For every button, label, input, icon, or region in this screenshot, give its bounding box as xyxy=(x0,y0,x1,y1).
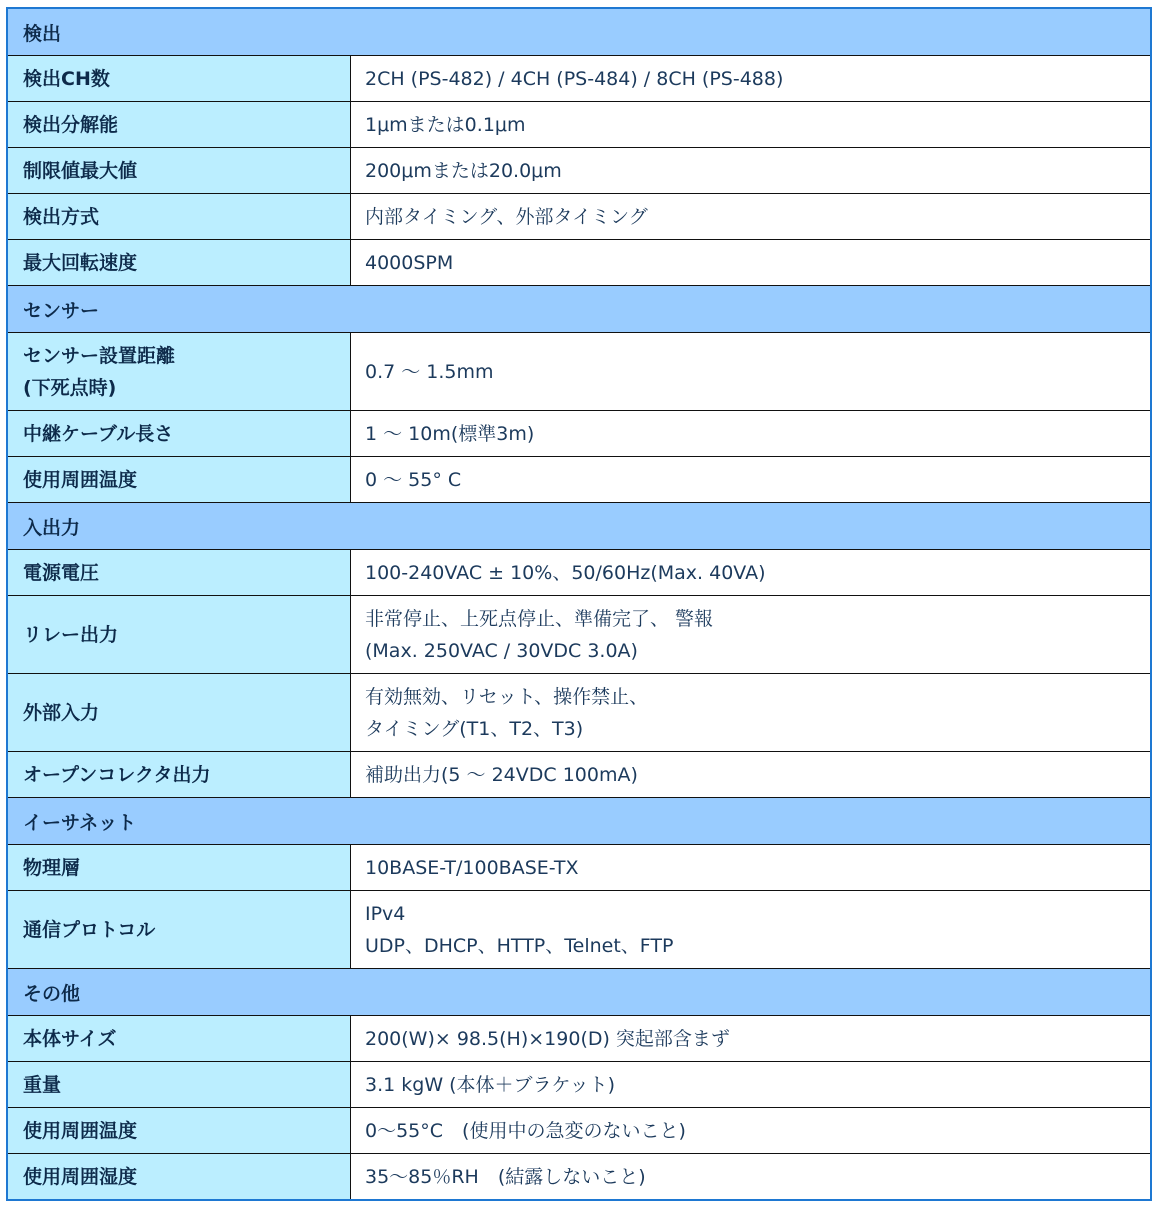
row-value xyxy=(351,550,1150,595)
row-label xyxy=(8,550,351,595)
row-value xyxy=(351,752,1150,797)
row-value xyxy=(351,674,1150,751)
row-value xyxy=(351,845,1150,890)
row-label xyxy=(8,1016,351,1061)
value-text: 1 〜 10m(標準3m) xyxy=(365,422,535,445)
value-text: 内部タイミング、外部タイミング xyxy=(365,205,648,228)
row-label xyxy=(8,240,351,285)
value-text: 0〜55°C (使用中の急変のないこと) xyxy=(365,1119,686,1142)
table-row xyxy=(8,55,1150,101)
row-value xyxy=(351,891,1150,968)
table-row xyxy=(8,456,1150,502)
section-header-io xyxy=(8,502,1150,549)
table-row xyxy=(8,147,1150,193)
label-text: オープンコレクタ出力 xyxy=(23,763,211,786)
value-text: 2CH (PS-482) / 4CH (PS-484) / 8CH (PS-488) xyxy=(365,67,784,90)
table-row xyxy=(8,1107,1150,1153)
table-row xyxy=(8,844,1150,890)
value-text: IPv4 xyxy=(365,902,406,925)
row-label xyxy=(8,56,351,101)
row-value xyxy=(351,102,1150,147)
label-text: リレー出力 xyxy=(23,623,119,646)
value-text: (Max. 250VAC / 30VDC 3.0A) xyxy=(365,639,638,662)
value-text: タイミング(T1、T2、T3) xyxy=(365,717,584,740)
section-title: その他 xyxy=(8,969,1150,1015)
value-text: 1μmまたは0.1μm xyxy=(365,113,526,136)
table-row xyxy=(8,595,1150,673)
value-text: UDP、DHCP、HTTP、Telnet、FTP xyxy=(365,934,674,957)
label-text: センサー設置距離 xyxy=(23,344,176,367)
section-header-detection xyxy=(8,9,1150,55)
row-value xyxy=(351,194,1150,239)
value-text: 0.7 〜 1.5mm xyxy=(365,360,494,383)
value-text: 4000SPM xyxy=(365,251,454,274)
section-header-other xyxy=(8,968,1150,1015)
section-title: 検出 xyxy=(8,9,1150,55)
row-label xyxy=(8,1108,351,1153)
row-value xyxy=(351,240,1150,285)
row-label xyxy=(8,102,351,147)
table-row xyxy=(8,239,1150,285)
spec-table xyxy=(6,7,1152,1201)
row-value xyxy=(351,1108,1150,1153)
section-title: センサー xyxy=(8,286,1150,332)
label-text: (下死点時) xyxy=(23,376,117,399)
row-label xyxy=(8,411,351,456)
value-text: 100-240VAC ± 10%、50/60Hz(Max. 40VA) xyxy=(365,561,766,584)
value-text: 10BASE-T/100BASE-TX xyxy=(365,856,579,879)
section-title: 入出力 xyxy=(8,503,1150,549)
row-label xyxy=(8,596,351,673)
table-row xyxy=(8,332,1150,410)
label-text: 検出CH数 xyxy=(23,67,110,90)
row-label xyxy=(8,845,351,890)
row-value xyxy=(351,411,1150,456)
table-row xyxy=(8,890,1150,968)
label-text: 本体サイズ xyxy=(23,1027,117,1050)
row-value xyxy=(351,56,1150,101)
section-header-sensor xyxy=(8,285,1150,332)
label-text: 電源電圧 xyxy=(23,561,100,584)
row-value xyxy=(351,1062,1150,1107)
table-row xyxy=(8,101,1150,147)
table-row xyxy=(8,410,1150,456)
label-text: 使用周囲温度 xyxy=(23,1119,138,1142)
value-text: 有効無効、リセット、操作禁止、 xyxy=(365,685,649,708)
row-label xyxy=(8,891,351,968)
row-value xyxy=(351,457,1150,502)
label-text: 検出分解能 xyxy=(23,113,119,136)
table-row xyxy=(8,1015,1150,1061)
row-label xyxy=(8,457,351,502)
label-text: 物理層 xyxy=(23,856,81,879)
value-text: 0 〜 55° C xyxy=(365,468,462,491)
table-row xyxy=(8,193,1150,239)
row-value xyxy=(351,148,1150,193)
table-row xyxy=(8,1061,1150,1107)
label-text: 検出方式 xyxy=(23,205,100,228)
section-title: イーサネット xyxy=(8,798,1150,844)
row-label xyxy=(8,1154,351,1199)
value-text: 3.1 kgW (本体＋ブラケット) xyxy=(365,1073,616,1096)
label-text: 制限値最大値 xyxy=(23,159,138,182)
value-text: 35〜85％RH (結露しないこと) xyxy=(365,1165,646,1188)
row-value xyxy=(351,1154,1150,1199)
label-text: 使用周囲温度 xyxy=(23,468,138,491)
row-label xyxy=(8,194,351,239)
value-text: 非常停止、上死点停止、準備完了、 警報 xyxy=(365,607,714,630)
label-text: 外部入力 xyxy=(23,701,100,724)
table-row xyxy=(8,549,1150,595)
row-label xyxy=(8,1062,351,1107)
value-text: 200μmまたは20.0μm xyxy=(365,159,562,182)
label-text: 重量 xyxy=(23,1073,62,1096)
table-row xyxy=(8,751,1150,797)
row-label xyxy=(8,148,351,193)
row-value xyxy=(351,333,1150,410)
label-text: 最大回転速度 xyxy=(23,251,138,274)
label-text: 通信プロトコル xyxy=(23,918,156,941)
table-row xyxy=(8,673,1150,751)
row-label xyxy=(8,752,351,797)
row-value xyxy=(351,596,1150,673)
table-row xyxy=(8,1153,1150,1199)
value-text: 200(W)× 98.5(H)×190(D) 突起部含まず xyxy=(365,1027,730,1050)
row-label xyxy=(8,674,351,751)
label-text: 中継ケーブル長さ xyxy=(23,422,174,445)
label-text: 使用周囲湿度 xyxy=(23,1165,138,1188)
section-header-ethernet xyxy=(8,797,1150,844)
row-value xyxy=(351,1016,1150,1061)
row-label xyxy=(8,333,351,410)
value-text: 補助出力(5 〜 24VDC 100mA) xyxy=(365,763,638,786)
